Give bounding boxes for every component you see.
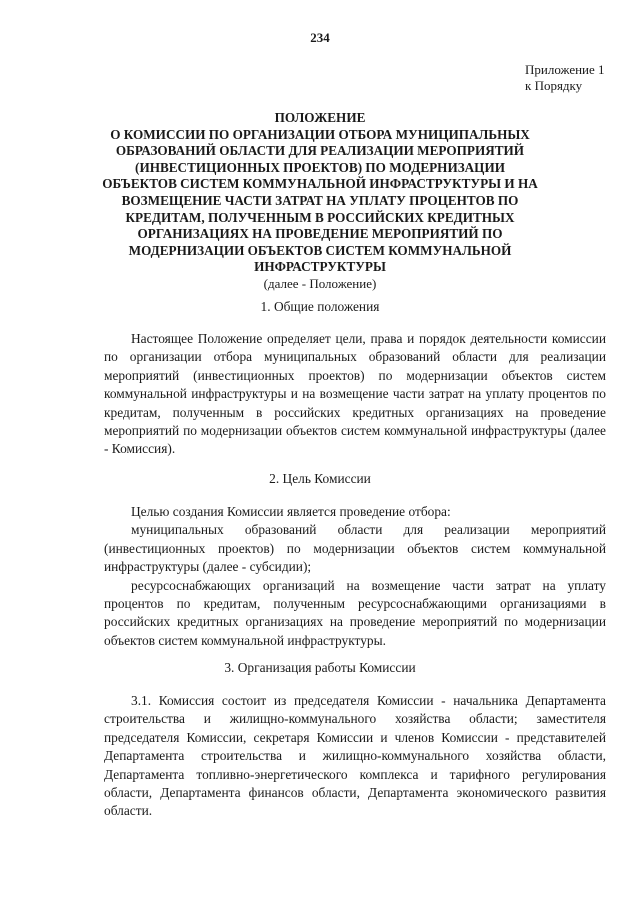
- section-3-paragraph: 3.1. Комиссия состоит из председателя Комиссии - начальника Департамента строительства и жилищно-коммунального хозяйства области; заместителя председателя Комиссии, секретаря Комиссии и членов Комиссии - представителей Департамента строительства и жилищно-коммунального хозяйства области, Департамента топливно-энергетического комплекса и тарифного регулирования области, Департамента финансов области, Департамента экономического развития области.: [104, 693, 606, 819]
- section-heading-3: 3. Организация работы Комиссии: [224, 660, 416, 675]
- title-heading: ПОЛОЖЕНИЕ: [274, 110, 366, 125]
- section-2-paragraph-2: муниципальных образований области для реализации мероприятий (инвестиционных проектов) по модернизации объектов систем коммунальной инфраструктуры (далее - субсидии);: [104, 522, 606, 575]
- appendix-line-1: Приложение 1: [525, 62, 605, 77]
- section-2-paragraph-3: ресурсоснабжающих организаций на возмещение части затрат на уплату процентов по кредитам, полученным ресурсоснабжающими организациями в российских кредитных организациях на проведение мероприятий по модернизации объектов систем коммунальной инфраструктуры.: [104, 577, 606, 648]
- appendix-line-2: к Порядку: [525, 78, 583, 93]
- section-heading-1: 1. Общие положения: [260, 299, 380, 314]
- page-number: 234: [310, 30, 330, 45]
- section-2-paragraph-1: Целью создания Комиссии является проведение отбора:: [131, 504, 451, 519]
- appendix-note: [525, 62, 605, 94]
- section-2-body: [104, 503, 606, 650]
- section-heading-2: 2. Цель Комиссии: [269, 471, 371, 486]
- title-subtitle: (далее - Положение): [263, 275, 377, 291]
- section-1-paragraph: Настоящее Положение определяет цели, права и порядок деятельности комиссии по организации отбора муниципальных образований области для реализации мероприятий (инвестиционных проектов) по модернизации объектов систем коммунальной инфраструктуры и на возмещение части затрат на уплату процентов по кредитам, полученным в российских кредитных организациях на проведение мероприятий по модернизации объектов систем коммунальной инфраструктуры (далее - Комиссия).: [104, 331, 606, 457]
- document-title: [100, 110, 540, 293]
- title-body: О КОМИССИИ ПО ОРГАНИЗАЦИИ ОТБОРА МУНИЦИПАЛЬНЫХ ОБРАЗОВАНИЙ ОБЛАСТИ ДЛЯ РЕАЛИЗАЦИИ МЕРОПРИЯТИЙ (ИНВЕСТИЦИОННЫХ ПРОЕКТОВ) ПО МОДЕРНИЗАЦИИ ОБЪЕКТОВ СИСТЕМ КОММУНАЛЬНОЙ ИНФРАСТРУКТУРЫ И НА ВОЗМЕЩЕНИЕ ЧАСТИ ЗАТРАТ НА УПЛАТУ ПРОЦЕНТОВ ПО КРЕДИТАМ, ПОЛУЧЕННЫМ В РОССИЙСКИХ КРЕДИТНЫХ ОРГАНИЗАЦИЯХ НА ПРОВЕДЕНИЕ МЕРОПРИЯТИЙ ПО МОДЕРНИЗАЦИИ ОБЪЕКТОВ СИСТЕМ КОММУНАЛЬНОЙ ИНФРАСТРУКТУРЫ: [102, 126, 538, 275]
